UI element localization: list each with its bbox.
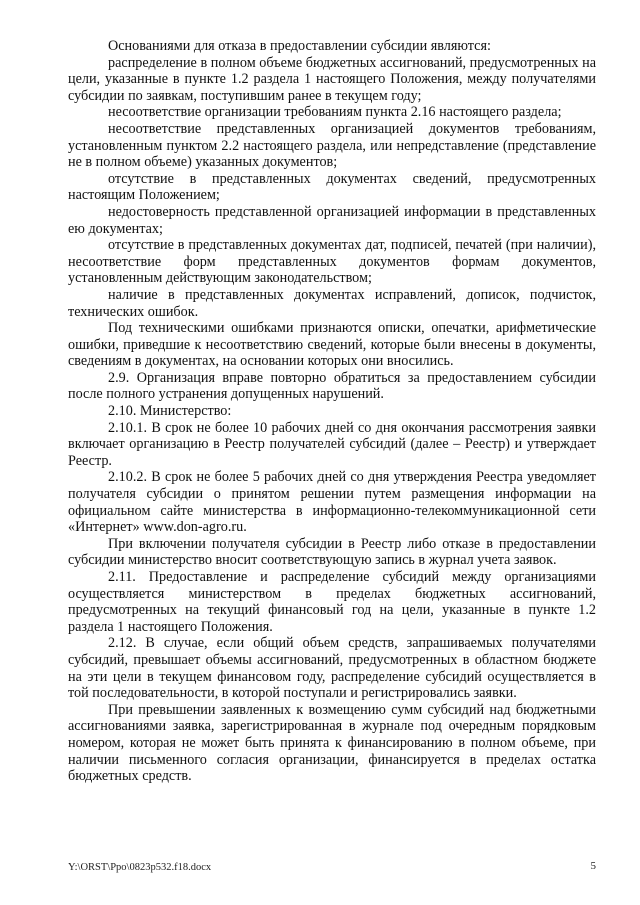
paragraph-ground-unreliable-info: недостоверность представленной организацией информации в представленных ею документах;	[68, 203, 596, 237]
paragraph-ground-corrections: наличие в представленных документах исправлений, дописок, подчисток, технических ошибок.	[68, 286, 596, 320]
paragraph-excess-claims: При превышении заявленных к возмещению сумм субсидий над бюджетными ассигнованиями заявка, зарегистрированная в журнале под очередным порядковым номером, которая не может быть принята к финансированию в полном объеме, при наличии письменного согласия организации, финансируется в пределах остатка бюджетных средств.	[68, 701, 596, 785]
paragraph-section-2-9: 2.9. Организация вправе повторно обратиться за предоставлением субсидии после полного устранения допущенных нарушений.	[68, 369, 596, 403]
page-number: 5	[590, 860, 596, 872]
paragraph-ground-missing-signatures: отсутствие в представленных документах дат, подписей, печатей (при наличии), несоответствие форм представленных документов формам документов, установленным действующим законодательством;	[68, 237, 596, 287]
paragraph-registry-record: При включении получателя субсидии в Реестр либо отказе в предоставлении субсидии министерство вносит соответствующую запись в журнал учета заявок.	[68, 535, 596, 569]
document-body	[68, 38, 596, 785]
footer-file-path: Y:\ORST\Ppo\0823p532.f18.docx	[68, 862, 212, 873]
paragraph-refusal-grounds-intro: Основаниями для отказа в предоставлении субсидии являются:	[108, 38, 491, 54]
paragraph-ground-budget-exhausted: распределение в полном объеме бюджетных ассигнований, предусмотренных на цели, указанные в пункте 1.2 раздела 1 настоящего Положения, между получателями субсидии по заявкам, поступившим ранее в текущем году;	[68, 54, 596, 104]
paragraph-section-2-10-1: 2.10.1. В срок не более 10 рабочих дней со дня окончания рассмотрения заявки включает организацию в Реестр получателей субсидий (далее – Реестр) и утверждает Реестр.	[68, 419, 596, 469]
paragraph-technical-errors: Под техническими ошибками признаются описки, опечатки, арифметические ошибки, приведшие к несоответствию сведений, которые были внесены в документы, сведениям в документах, на основании которых они вносились.	[68, 320, 596, 370]
paragraph-section-2-11: 2.11. Предоставление и распределение субсидий между организациями осуществляется министерством в пределах бюджетных ассигнований, предусмотренных на текущий финансовый год на цели, указанные в пункте 1.2 раздела 1 настоящего Положения.	[68, 569, 596, 635]
paragraph-section-2-12: 2.12. В случае, если общий объем средств, запрашиваемых получателями субсидий, превышает объемы ассигнований, предусмотренных в областном бюджете на эти цели в текущем финансовом году, распределение субсидий осуществляется в той последовательности, в которой поступали и регистрировались заявки.	[68, 635, 596, 702]
paragraph-section-2-10-2: 2.10.2. В срок не более 5 рабочих дней со дня утверждения Реестра уведомляет получателя субсидии о принятом решении путем размещения информации на официальном сайте министерства в информационно-телекоммуникационной сети «Интернет» www.don-agro.ru.	[68, 469, 596, 536]
paragraph-ground-documents-mismatch: несоответствие представленных организацией документов требованиям, установленным пунктом 2.2 настоящего раздела, или непредставление (представление не в полном объеме) указанных документов;	[68, 120, 596, 171]
paragraph-ground-missing-info: отсутствие в представленных документах сведений, предусмотренных настоящим Положением;	[68, 170, 596, 204]
paragraph-section-2-10: 2.10. Министерство:	[108, 403, 232, 420]
paragraph-ground-requirements-mismatch: несоответствие организации требованиям пункта 2.16 настоящего раздела;	[108, 104, 562, 121]
